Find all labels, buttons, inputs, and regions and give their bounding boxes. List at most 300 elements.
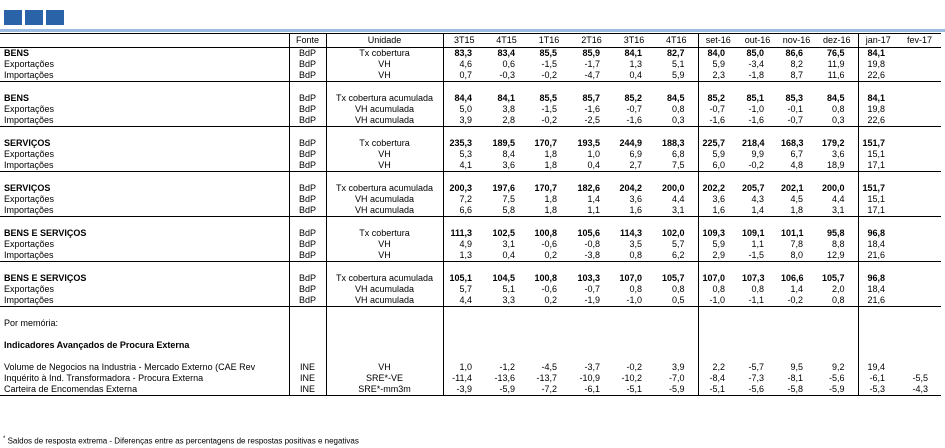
value-cell: 19,8 [867, 104, 885, 114]
value-cell: 0,8 [629, 284, 642, 294]
empty-cell [777, 318, 816, 329]
fonte-cell: BdP [289, 93, 326, 104]
spacer-cell [858, 351, 898, 362]
value-cell: 2,8 [485, 115, 528, 127]
row-label: Inquérito à Ind. Transformadora - Procura Externa [4, 373, 204, 383]
row-label: Importações [0, 205, 289, 217]
row-label: Importações [0, 250, 289, 262]
value-cell: -5,6 [816, 373, 858, 384]
unit-cell: VH [326, 250, 443, 262]
fonte-cell: BdP [289, 205, 326, 217]
spacer-cell [698, 127, 738, 139]
value-cell: -2,5 [570, 115, 613, 127]
block-title: BENS [4, 93, 30, 103]
empty-cell [738, 340, 777, 351]
value-cell: 107,3 [742, 273, 765, 283]
value-cell [898, 138, 941, 149]
value-cell: 7,5 [655, 160, 698, 172]
period-header: dez-16 [816, 34, 858, 48]
value-cell: 1,4 [587, 194, 600, 204]
spacer-cell [485, 82, 528, 94]
spacer-cell [570, 217, 613, 229]
memo-row [0, 318, 941, 329]
spacer-cell [777, 127, 816, 139]
value-cell: 1,8 [544, 194, 557, 204]
spacer-cell [655, 262, 698, 274]
fonte-header: Fonte [289, 34, 326, 48]
spacer-cell [655, 127, 698, 139]
value-cell [898, 362, 941, 373]
value-cell: 84,0 [707, 48, 725, 58]
value-cell [898, 194, 941, 205]
spacer-row [0, 217, 941, 229]
row-label: Exportações [4, 239, 55, 249]
value-cell: 85,2 [707, 93, 725, 103]
block-title: BENS E SERVIÇOS [4, 273, 87, 283]
spacer-cell [570, 82, 613, 94]
spacer-cell [613, 307, 655, 319]
value-cell: -8,4 [709, 373, 725, 383]
value-cell: 5,1 [655, 59, 698, 70]
value-cell: -0,2 [738, 160, 777, 172]
value-cell: 151,7 [862, 183, 886, 193]
table-row [0, 115, 941, 127]
value-cell: 182,6 [577, 183, 600, 193]
value-cell: 18,9 [816, 160, 858, 172]
empty-cell [858, 318, 898, 329]
value-cell: 244,9 [619, 138, 642, 148]
value-cell: 107,0 [619, 273, 642, 283]
spacer-cell [485, 262, 528, 274]
value-cell: -1,5 [738, 250, 777, 262]
value-cell: 5,7 [655, 239, 698, 250]
period-header: out-16 [738, 34, 777, 48]
table-body [0, 34, 941, 396]
empty-cell [698, 340, 738, 351]
spacer-cell [816, 307, 858, 319]
value-cell: 2,9 [698, 250, 738, 262]
value-cell: 83,3 [443, 48, 485, 60]
value-cell: -0,6 [541, 284, 557, 294]
value-cell: 17,1 [858, 160, 898, 172]
fonte-cell: BdP [289, 183, 326, 194]
value-cell: -4,3 [898, 384, 941, 396]
spacer-cell [289, 127, 326, 139]
value-cell: -7,0 [655, 373, 698, 384]
spacer-cell [528, 329, 570, 340]
value-cell: -1,0 [698, 295, 738, 307]
spacer-cell [898, 217, 941, 229]
value-cell: 151,7 [862, 138, 886, 148]
block-title: SERVIÇOS [4, 138, 51, 148]
period-header: 2T16 [570, 34, 613, 48]
row-label: Importações [0, 160, 289, 172]
spacer-cell [816, 172, 858, 184]
value-cell [898, 115, 941, 127]
value-cell: 3,9 [443, 115, 485, 127]
value-cell: 3,6 [485, 160, 528, 172]
value-cell: 4,3 [751, 194, 764, 204]
value-cell: 107,0 [702, 273, 726, 283]
value-cell: 19,8 [867, 59, 885, 69]
spacer-cell [443, 329, 485, 340]
unit-cell: Tx cobertura [326, 228, 443, 239]
spacer-cell [858, 307, 898, 319]
spacer-cell [570, 307, 613, 319]
value-cell: 6,8 [655, 149, 698, 160]
spacer-cell [570, 127, 613, 139]
table-row [0, 205, 941, 217]
spacer-cell [613, 82, 655, 94]
block-title: BENS E SERVIÇOS [4, 228, 87, 238]
value-cell: 5,8 [485, 205, 528, 217]
unidade-header: Unidade [326, 34, 443, 48]
value-cell [898, 228, 941, 239]
value-cell: 3,6 [629, 194, 642, 204]
unit-cell: Tx cobertura acumulada [326, 183, 443, 194]
value-cell: 8,0 [777, 250, 816, 262]
block-title: SERVIÇOS [4, 183, 51, 193]
fonte-cell: BdP [289, 115, 326, 127]
value-cell: 0,4 [613, 70, 655, 82]
spacer-row [0, 172, 941, 184]
value-cell: 0,8 [655, 284, 698, 295]
value-cell: 85,3 [785, 93, 803, 103]
value-cell: 2,7 [613, 160, 655, 172]
unit-cell: VH [326, 239, 443, 250]
spacer-cell [698, 217, 738, 229]
empty-cell [698, 318, 738, 329]
spacer-cell [0, 351, 289, 362]
value-cell: 7,8 [790, 239, 803, 249]
fonte-cell: BdP [289, 228, 326, 239]
value-cell: -1,0 [613, 295, 655, 307]
spacer-cell [326, 217, 443, 229]
fonte-cell: INE [289, 373, 326, 384]
spacer-cell [289, 82, 326, 94]
value-cell: 3,8 [502, 104, 515, 114]
value-cell: -0,2 [528, 115, 570, 127]
spacer-cell [816, 329, 858, 340]
value-cell: -1,6 [698, 115, 738, 127]
spacer-cell [0, 307, 289, 319]
spacer-row [0, 307, 941, 319]
brand-square [4, 10, 22, 25]
empty-cell [528, 318, 570, 329]
empty-cell [485, 318, 528, 329]
value-cell: 0,8 [751, 284, 764, 294]
value-cell [898, 295, 941, 307]
value-cell: 7,5 [502, 194, 515, 204]
value-cell: 8,8 [816, 239, 858, 250]
block-title-row [0, 273, 941, 284]
value-cell: 105,7 [816, 273, 858, 284]
footnote [3, 434, 359, 447]
memo-indicator-row [0, 373, 941, 384]
value-cell: 4,8 [777, 160, 816, 172]
value-cell: -3,7 [584, 362, 600, 372]
value-cell: 8,4 [502, 149, 515, 159]
spacer-cell [528, 127, 570, 139]
value-cell [898, 48, 941, 60]
spacer-cell [326, 262, 443, 274]
empty-cell [816, 340, 858, 351]
table-row [0, 284, 941, 295]
spacer-cell [738, 351, 777, 362]
empty-cell [816, 318, 858, 329]
value-cell: 4,1 [443, 160, 485, 172]
value-cell: 11,6 [816, 70, 858, 82]
value-cell: 85,2 [624, 93, 642, 103]
value-cell: 6,2 [655, 250, 698, 262]
empty-cell [655, 340, 698, 351]
value-cell: 96,8 [867, 273, 885, 283]
spacer-cell [0, 329, 289, 340]
value-cell: -1,7 [584, 59, 600, 69]
value-cell: 202,2 [702, 183, 726, 193]
spacer-cell [443, 127, 485, 139]
value-cell: 1,6 [613, 205, 655, 217]
value-cell: 193,5 [577, 138, 600, 148]
spacer-cell [289, 307, 326, 319]
unit-cell: VH acumulada [326, 295, 443, 307]
unit-cell: VH [326, 362, 443, 373]
spacer-cell [858, 172, 898, 184]
period-header: set-16 [698, 34, 738, 48]
spacer-cell [326, 82, 443, 94]
spacer-cell [0, 217, 289, 229]
value-cell: 0,8 [816, 104, 858, 115]
value-cell: 1,3 [629, 59, 642, 69]
empty-cell [858, 340, 898, 351]
value-cell: 84,4 [443, 93, 485, 104]
spacer-cell [613, 351, 655, 362]
value-cell: 0,7 [443, 70, 485, 82]
value-cell: -3,4 [748, 59, 764, 69]
fonte-cell: BdP [289, 138, 326, 149]
value-cell: 0,6 [502, 59, 515, 69]
value-cell: 1,0 [587, 149, 600, 159]
empty-cell [443, 318, 485, 329]
unit-cell: VH [326, 70, 443, 82]
spacer-cell [443, 217, 485, 229]
spacer-cell [485, 329, 528, 340]
value-cell [898, 149, 941, 160]
unit-cell: VH [326, 59, 443, 70]
value-cell: -5,8 [777, 384, 816, 396]
value-cell: 5,9 [712, 59, 725, 69]
value-cell: 84,1 [497, 93, 515, 103]
indicators-table [0, 33, 941, 396]
empty-cell [570, 318, 613, 329]
unit-cell: VH [326, 149, 443, 160]
spacer-cell [613, 217, 655, 229]
value-cell: -5,1 [613, 384, 655, 396]
value-cell: 0,3 [816, 115, 858, 127]
table-row [0, 239, 941, 250]
fonte-cell: BdP [289, 70, 326, 82]
value-cell: 5,3 [443, 149, 485, 160]
value-cell: 202,1 [781, 183, 804, 193]
value-cell: 5,0 [443, 104, 485, 115]
value-cell: 2,2 [712, 362, 725, 372]
empty-cell [898, 340, 941, 351]
period-header: nov-16 [777, 34, 816, 48]
row-label: Exportações [4, 59, 55, 69]
value-cell: -1,6 [584, 104, 600, 114]
value-cell: 105,1 [443, 273, 485, 284]
empty-cell [738, 318, 777, 329]
spacer-cell [898, 307, 941, 319]
value-cell: 6,0 [698, 160, 738, 172]
spacer-cell [777, 172, 816, 184]
row-label: Exportações [4, 149, 55, 159]
value-cell: 84,5 [655, 93, 698, 104]
spacer-cell [816, 351, 858, 362]
period-header: 4T15 [485, 34, 528, 48]
spacer-cell [898, 329, 941, 340]
value-cell: 19,4 [867, 362, 885, 372]
spacer-row [0, 351, 941, 362]
table-row [0, 149, 941, 160]
value-cell: 1,3 [443, 250, 485, 262]
memo-subtitle-row [0, 340, 941, 351]
value-cell: -7,2 [528, 384, 570, 396]
spacer-row [0, 262, 941, 274]
spacer-cell [898, 262, 941, 274]
value-cell: -6,1 [869, 373, 885, 383]
spacer-cell [777, 82, 816, 94]
value-cell [898, 183, 941, 194]
value-cell: 6,7 [790, 149, 803, 159]
value-cell: 0,4 [570, 160, 613, 172]
value-cell: -1,6 [613, 115, 655, 127]
fonte-cell: BdP [289, 59, 326, 70]
spacer-cell [816, 127, 858, 139]
value-cell: -3,9 [443, 384, 485, 396]
spacer-cell [613, 127, 655, 139]
value-cell: 200,3 [443, 183, 485, 194]
period-header: 1T16 [528, 34, 570, 48]
unit-cell: VH acumulada [326, 115, 443, 127]
value-cell: 218,4 [742, 138, 765, 148]
spacer-cell [858, 217, 898, 229]
row-label: Volume de Negocios na Industria - Mercado Externo (CAE Rev [4, 362, 256, 372]
spacer-cell [858, 127, 898, 139]
memo-subtitle: Indicadores Avançados de Procura Externa [4, 340, 190, 350]
value-cell: 4,5 [790, 194, 803, 204]
value-cell: -0,3 [485, 70, 528, 82]
spacer-cell [655, 351, 698, 362]
value-cell [898, 273, 941, 284]
brand-square [25, 10, 43, 25]
period-header: 3T16 [613, 34, 655, 48]
spacer-row [0, 82, 941, 94]
spacer-cell [777, 307, 816, 319]
empty-cell [777, 340, 816, 351]
unit-cell: Tx cobertura acumulada [326, 273, 443, 284]
spacer-cell [485, 217, 528, 229]
spacer-cell [0, 127, 289, 139]
value-cell: 96,8 [867, 228, 885, 238]
spacer-cell [485, 127, 528, 139]
value-cell: -8,1 [787, 373, 803, 383]
value-cell: 188,3 [655, 138, 698, 149]
value-cell: 15,1 [867, 149, 885, 159]
header-squares [4, 10, 64, 25]
fonte-cell: BdP [289, 48, 326, 60]
value-cell: 189,5 [492, 138, 515, 148]
value-cell: 85,0 [746, 48, 764, 58]
value-cell: -1,9 [570, 295, 613, 307]
value-cell: 105,6 [577, 228, 600, 238]
spacer-cell [0, 82, 289, 94]
value-cell [898, 205, 941, 217]
spacer-cell [777, 262, 816, 274]
value-cell: -0,7 [626, 104, 642, 114]
value-cell: -4,5 [541, 362, 557, 372]
unit-cell: SRE*-mm3m [326, 384, 443, 396]
value-cell: -13,6 [494, 373, 515, 383]
value-cell: 82,7 [655, 48, 698, 60]
value-cell: 0,2 [528, 250, 570, 262]
block-title-row [0, 228, 941, 239]
value-cell: 1,4 [790, 284, 803, 294]
block-title-row [0, 93, 941, 104]
row-label: Importações [0, 295, 289, 307]
value-cell: 1,0 [443, 362, 485, 373]
spacer-cell [816, 262, 858, 274]
fonte-cell: BdP [289, 273, 326, 284]
spacer-cell [570, 172, 613, 184]
spacer-cell [528, 172, 570, 184]
value-cell: 109,3 [702, 228, 726, 238]
spacer-row [0, 127, 941, 139]
fonte-cell: BdP [289, 239, 326, 250]
block-title: BENS [4, 48, 30, 58]
brand-square [46, 10, 64, 25]
spacer-cell [777, 329, 816, 340]
spacer-cell [777, 351, 816, 362]
value-cell: -5,5 [912, 373, 928, 383]
value-cell: 84,5 [816, 93, 858, 104]
value-cell: 105,7 [655, 273, 698, 284]
value-cell: 3,1 [502, 239, 515, 249]
spacer-cell [698, 262, 738, 274]
value-cell: -0,1 [787, 104, 803, 114]
spacer-cell [570, 351, 613, 362]
row-label: Carteira de Encomendas Externa [0, 384, 289, 396]
row-label: Exportações [4, 284, 55, 294]
spacer-cell [0, 262, 289, 274]
value-cell: -0,7 [777, 115, 816, 127]
unit-cell: VH acumulada [326, 284, 443, 295]
value-cell: 4,6 [443, 59, 485, 70]
value-cell [898, 59, 941, 70]
empty-cell [326, 340, 443, 351]
value-cell: -0,7 [584, 284, 600, 294]
value-cell: 12,9 [816, 250, 858, 262]
unit-cell: SRE*-VE [326, 373, 443, 384]
value-cell: 205,7 [742, 183, 765, 193]
value-cell: 170,7 [534, 183, 557, 193]
table-row [0, 59, 941, 70]
value-cell: 21,6 [858, 295, 898, 307]
memo-indicator-row [0, 384, 941, 396]
spacer-cell [738, 307, 777, 319]
value-cell: -1,5 [541, 59, 557, 69]
value-cell: 0,5 [655, 295, 698, 307]
